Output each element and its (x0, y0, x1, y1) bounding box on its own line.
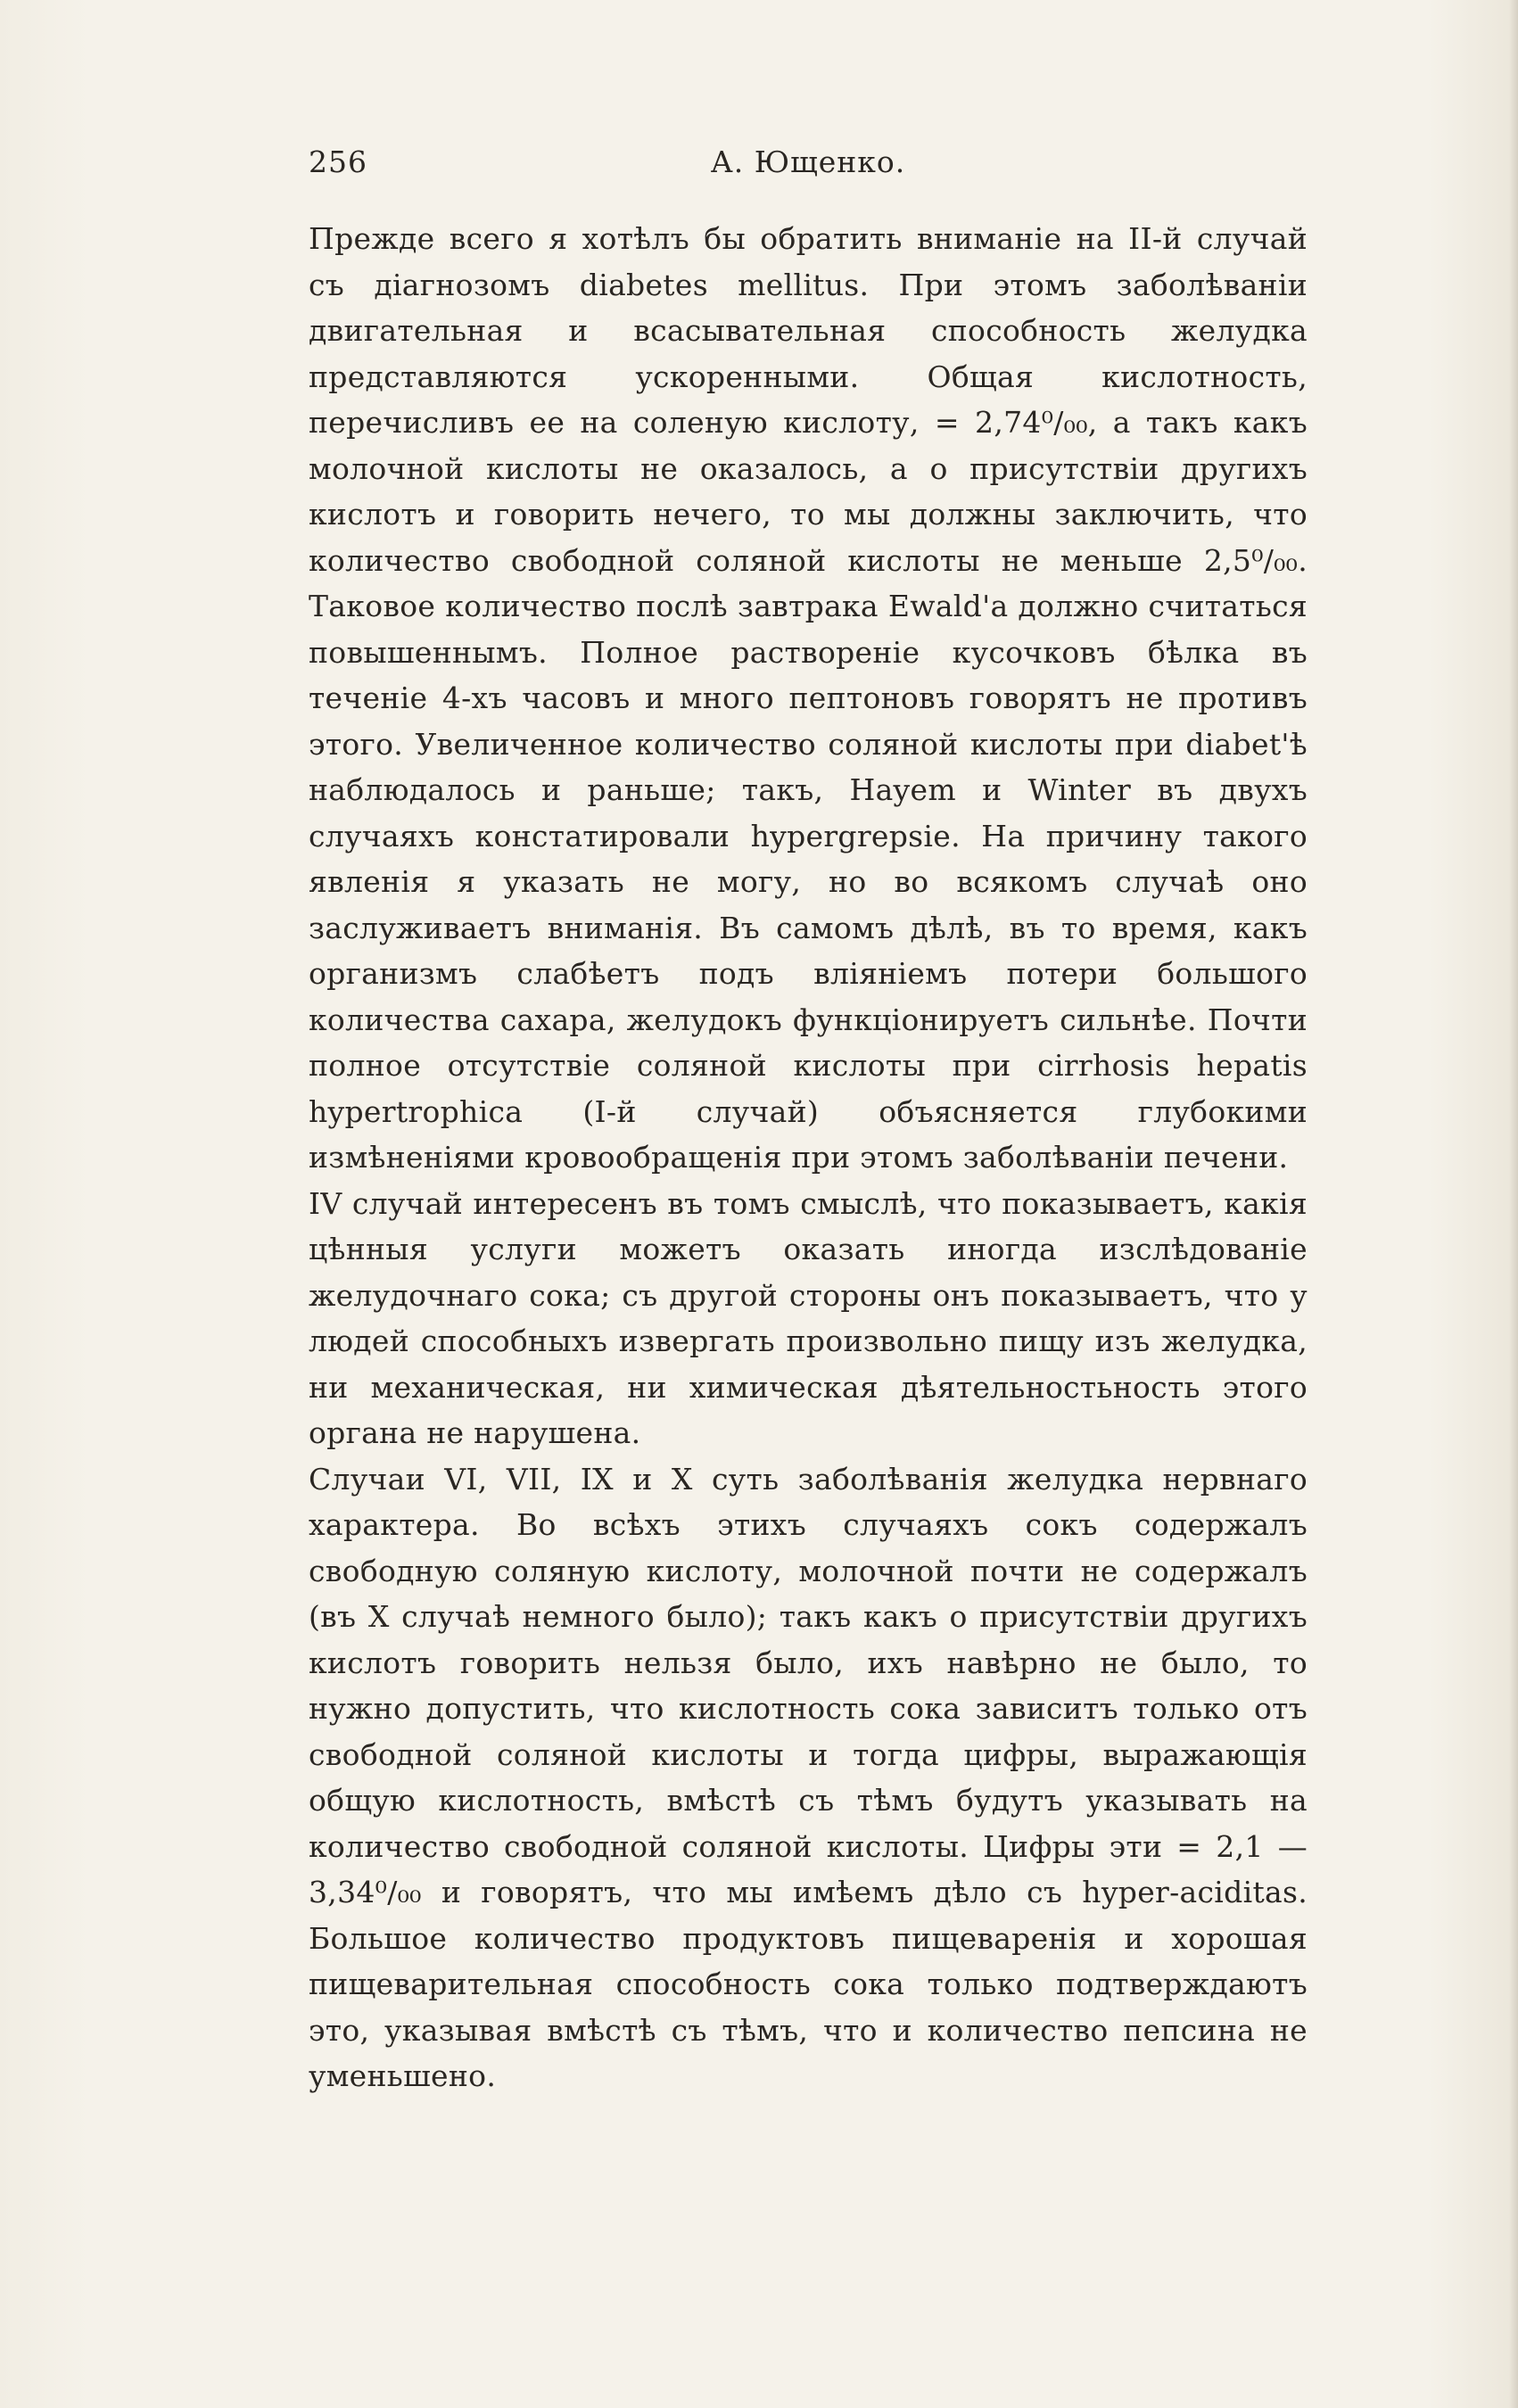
paragraph: Прежде всего я хотѣлъ бы обратить вниманіе на II-й случай съ діагнозомъ diabetes mellitus. При этомъ заболѣваніи двигательная и всасывательная способность желудка представляются ускоренными. Общая кислотность, перечисливъ ее на соленую кислоту, = 2,74⁰/₀₀, а такъ какъ молочной кислоты не оказалось, а о присутствіи другихъ кислотъ и говорить нечего, то мы должны заключить, что количество свободной соляной кислоты не меньше 2,5⁰/₀₀. Таковое количество послѣ завтрака Ewald'а должно считаться повышеннымъ. Полное раствореніе кусочковъ бѣлка въ теченіе 4-хъ часовъ и много пептоновъ говорятъ не противъ этого. Увеличенное количество соляной кислоты при diabet'ѣ наблюдалось и раньше; такъ, Hayem и Winter въ двухъ случаяхъ констатировали hypergrepsie. На причину такого явленія я указать не могу, но во всякомъ случаѣ оно заслуживаетъ вниманія. Въ самомъ дѣлѣ, въ то время, какъ организмъ слабѣетъ подъ вліяніемъ потери большого количества сахара, желудокъ функціонируетъ сильнѣе. Почти полное отсутствіе соляной кислоты при cirrhosis hepatis hypertrophica (I-й случай) объясняется глубокими измѣненіями кровообращенія при этомъ заболѣваніи печени. (309, 221, 1308, 1175)
paragraph: IV случай интересенъ въ томъ смыслѣ, что показываетъ, какія цѣнныя услуги можетъ оказать иногда изслѣдованіе желудочнаго сока; съ другой стороны онъ показываетъ, что у людей способныхъ извергать произвольно пищу изъ желудка, ни механическая, ни химическая дѣятельностьность этого органа не нарушена. (309, 1185, 1308, 1450)
body-text (309, 216, 1308, 2099)
running-head: А. Ющенко. (710, 144, 906, 179)
page-edge-shadow (1509, 0, 1518, 2408)
page-header (309, 144, 1308, 189)
page-number: 256 (309, 144, 367, 179)
paragraph: Случаи VI, VII, IX и X суть заболѣванія желудка нервнаго характера. Во всѣхъ этихъ случаяхъ сокъ содержалъ свободную соляную кислоту, молочной почти не содержалъ (въ X случаѣ немного было); такъ какъ о присутствіи другихъ кислотъ говорить нельзя было, ихъ навѣрно не было, то нужно допустить, что кислотность сока зависитъ только отъ свободной соляной кислоты и тогда цифры, выражающія общую кислотность, вмѣстѣ съ тѣмъ будутъ указывать на количество свободной соляной кислоты. Цифры эти = 2,1 — 3,34⁰/₀₀ и говорятъ, что мы имѣемъ дѣло съ hyper-aciditas. Большое количество продуктовъ пищеваренія и хорошая пищеварительная способность сока только подтверждаютъ это, указывая вмѣстѣ съ тѣмъ, что и количество пепсина не уменьшено. (309, 1461, 1308, 2093)
